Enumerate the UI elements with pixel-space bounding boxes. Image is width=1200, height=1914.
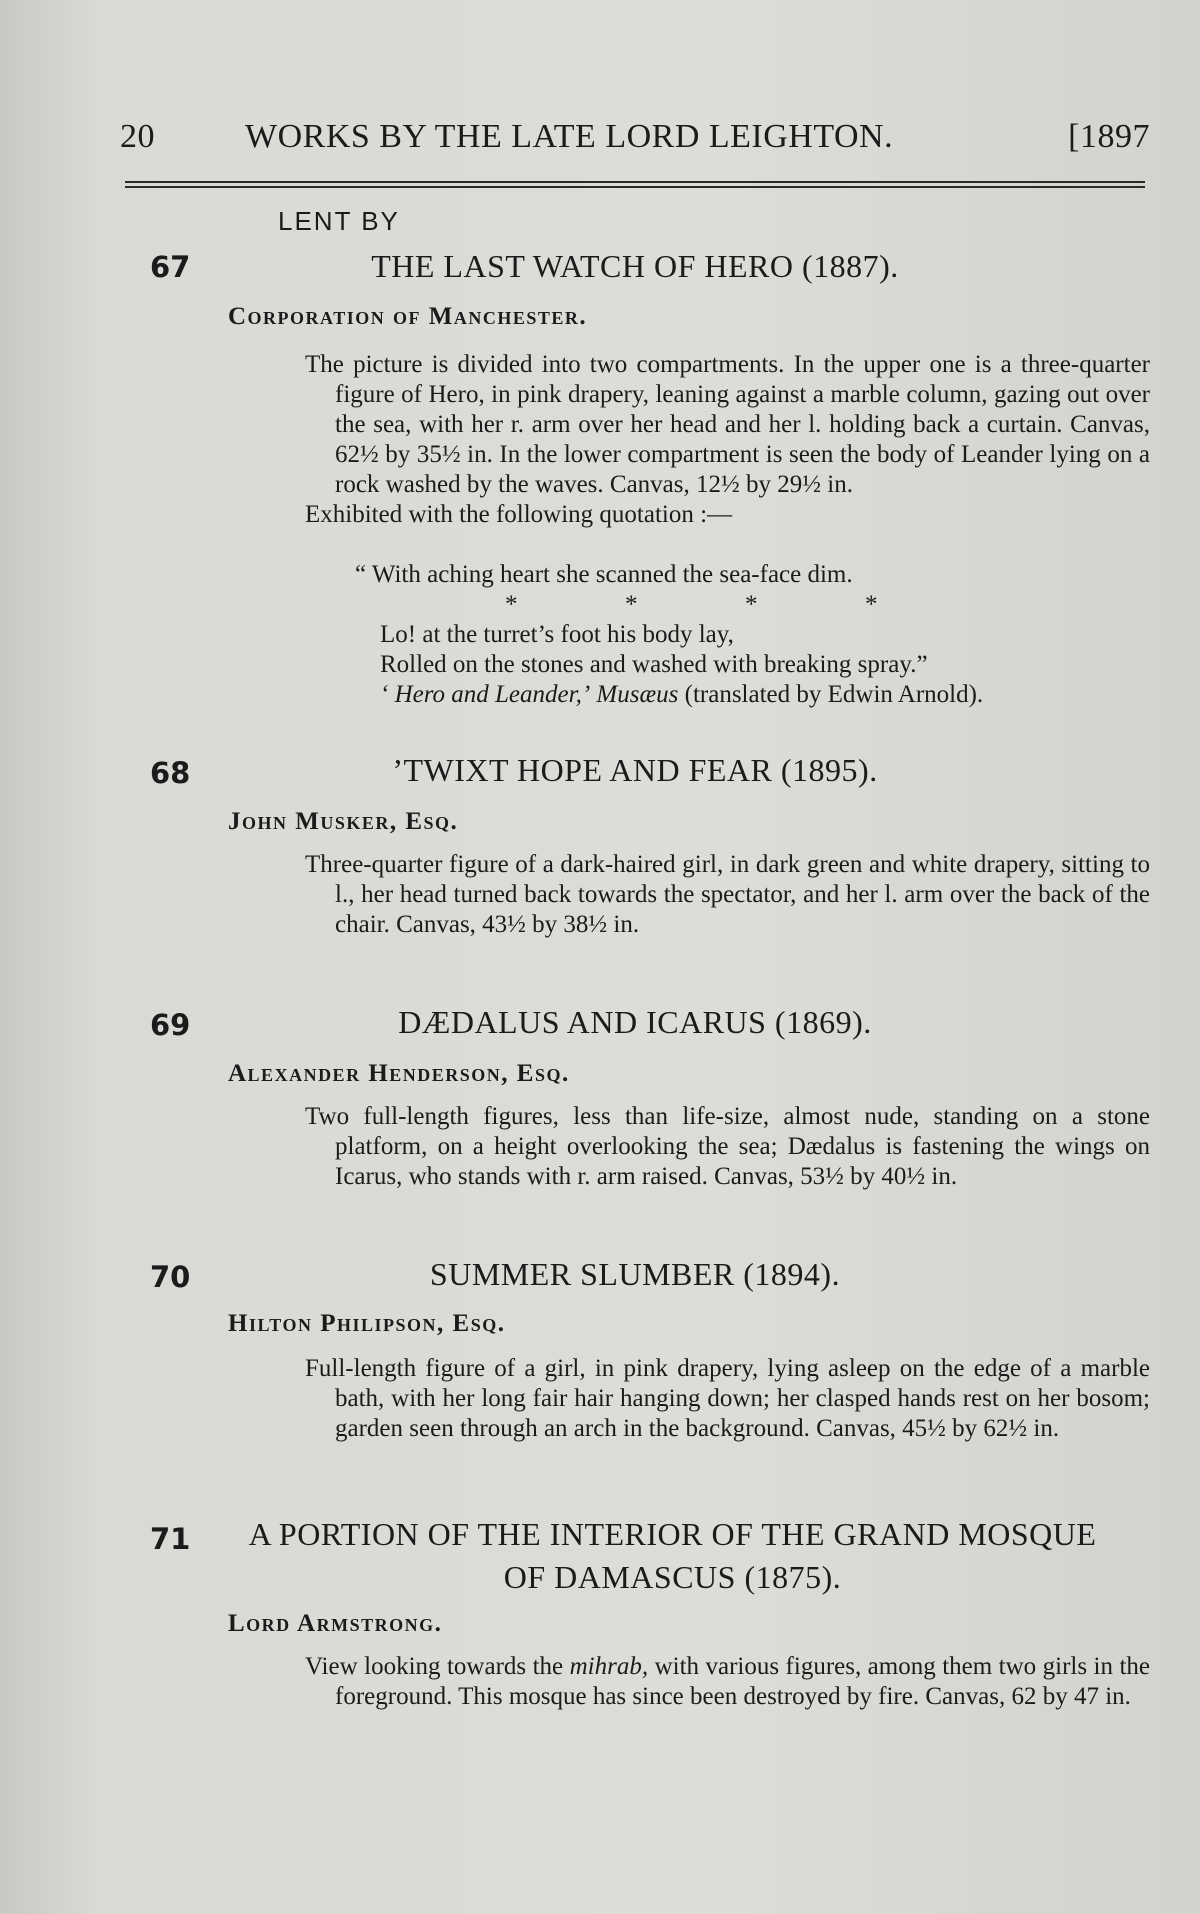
entry-title <box>200 1516 1145 1596</box>
entry-title: ’TWIXT HOPE AND FEAR (1895). <box>392 752 878 788</box>
description-text: with various figures, among them two girls in the foreground. This mosque has since been destroyed by fire. Canvas, 62 by 47 in. <box>335 1653 1150 1710</box>
entry-description <box>305 350 1150 530</box>
description-emphasis: mihrab, <box>569 1653 649 1680</box>
asterisk: * <box>745 591 758 618</box>
entry-description: Two full-length figures, less than life-size, almost nude, standing on a stone platform, on a height overlooking the sea; Dædalus is fastening the wings on Icarus, who stands with r. arm raised. Canvas, 53½ by 40½ in. <box>305 1103 1150 1190</box>
description-text: The picture is divided into two compartments. In the upper one is a three-quarter figure of Hero, in pink drapery, leaning against a marble column, gazing out over the sea, with her r. arm over her head and her l. holding back a curtain. Canvas, 62½ by 35½ in. In the lower compartment is seen the body of Leander lying on a rock washed by the waves. Canvas, 12½ by 29½ in. <box>305 351 1150 498</box>
exhibited-note: Exhibited with the following quotation :— <box>305 501 733 528</box>
quotation <box>355 560 1155 710</box>
entry-number: 70 <box>150 1260 191 1294</box>
entry-description <box>305 1652 1150 1712</box>
entry-number: 71 <box>150 1522 191 1556</box>
quote-line: “ With aching heart she scanned the sea-face dim. <box>355 561 853 588</box>
entry-owner: Alexander Henderson, Esq. <box>228 1060 570 1087</box>
running-year: [1897 <box>1068 118 1150 155</box>
page-number: 20 <box>120 118 155 155</box>
source-translation: (translated by Edwin Arnold). <box>684 681 984 708</box>
entry-number: 67 <box>150 250 191 284</box>
asterisk-divider <box>355 590 1155 620</box>
asterisk: * <box>865 591 878 618</box>
entry-owner: Corporation of Manchester. <box>228 303 588 330</box>
entry-number: 68 <box>150 756 191 790</box>
source-work: ‘ Hero and Leander,’ <box>380 681 591 708</box>
quote-source <box>355 680 1155 710</box>
entry-title-line: A PORTION OF THE INTERIOR OF THE GRAND MOSQUE <box>248 1516 1097 1552</box>
quote-line: Lo! at the turret’s foot his body lay, <box>380 621 734 648</box>
entry-title: DÆDALUS AND ICARUS (1869). <box>398 1004 872 1040</box>
entry-owner: Hilton Philipson, Esq. <box>228 1310 506 1337</box>
header-rule-bottom <box>125 186 1145 188</box>
running-header <box>120 118 1150 162</box>
asterisk: * <box>505 591 518 618</box>
entry-owner: Lord Armstrong. <box>228 1610 443 1637</box>
quote-line: Rolled on the stones and washed with breaking spray.” <box>380 651 928 678</box>
asterisk: * <box>625 591 638 618</box>
entry-description: Three-quarter figure of a dark-haired girl, in dark green and white drapery, sitting to l., her head turned back towards the spectator, and her l. arm over the back of the chair. Canvas, 43½ by 38½ in. <box>305 851 1150 938</box>
entry-number: 69 <box>150 1008 191 1042</box>
lent-by-label: LENT BY <box>278 206 400 236</box>
entry-owner: John Musker, Esq. <box>228 808 459 835</box>
source-author: Musæus <box>596 681 679 708</box>
entry-title: SUMMER SLUMBER (1894). <box>429 1256 841 1292</box>
description-text: View looking towards the <box>305 1653 564 1680</box>
header-rule-top <box>125 181 1145 183</box>
entry-title: THE LAST WATCH OF HERO (1887). <box>371 248 899 284</box>
entry-title-line: OF DAMASCUS (1875). <box>503 1559 842 1595</box>
running-title: WORKS BY THE LATE LORD LEIGHTON. <box>245 118 894 155</box>
entry-description: Full-length figure of a girl, in pink drapery, lying asleep on the edge of a marble bath, with her long fair hair hanging down; her clasped hands rest on her bosom; garden seen through an arch in the background. Canvas, 45½ by 62½ in. <box>305 1355 1150 1442</box>
